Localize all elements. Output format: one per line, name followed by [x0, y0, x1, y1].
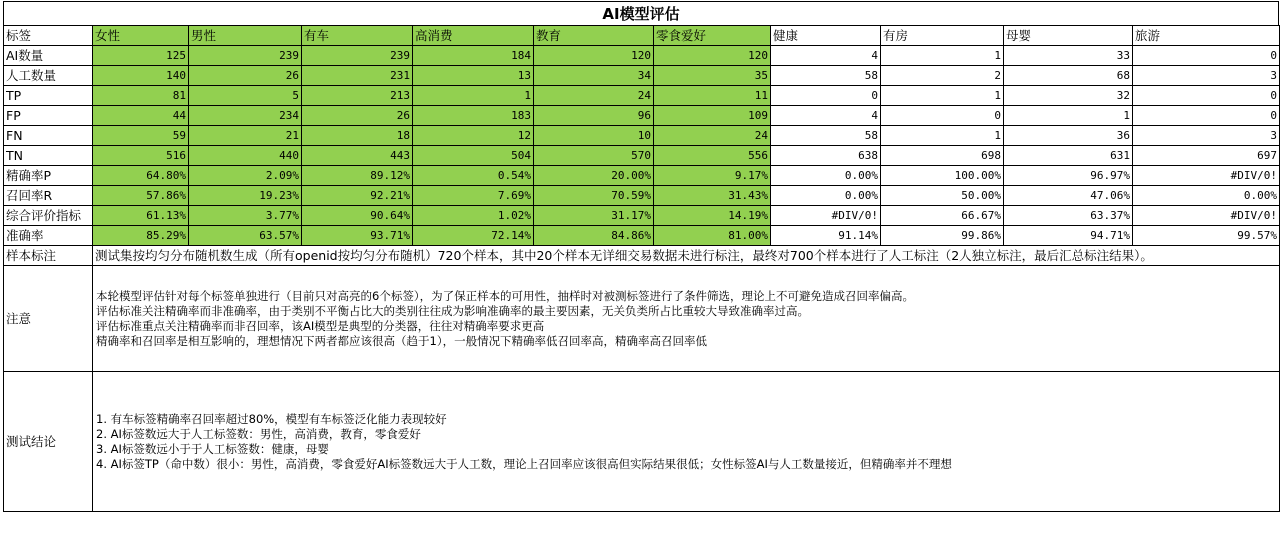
metric-value-cell[interactable]: 184 — [413, 46, 534, 66]
metric-value-cell[interactable]: 94.71% — [1004, 226, 1133, 246]
conclusion-row — [4, 372, 1280, 512]
metric-value-cell[interactable]: 213 — [302, 86, 413, 106]
metric-value-cell[interactable]: 109 — [654, 106, 771, 126]
metric-label-cell[interactable]: 准确率 — [4, 226, 93, 246]
metric-value-cell[interactable]: 84.86% — [534, 226, 654, 246]
conclusion-label-cell[interactable]: 测试结论 — [4, 372, 93, 512]
metric-label-cell[interactable]: TP — [4, 86, 93, 106]
metric-value-cell[interactable]: 3 — [1133, 66, 1280, 86]
metric-row — [4, 206, 1280, 226]
metric-value-cell[interactable]: 0 — [771, 86, 881, 106]
metric-label-cell[interactable]: FP — [4, 106, 93, 126]
metric-value-cell[interactable]: 5 — [189, 86, 302, 106]
metric-value-cell[interactable]: 0.00% — [771, 166, 881, 186]
tag-header-cell[interactable]: 母婴 — [1004, 26, 1133, 46]
header-row — [4, 26, 1280, 46]
tag-header-cell[interactable]: 旅游 — [1133, 26, 1280, 46]
metric-value-cell[interactable]: 33 — [1004, 46, 1133, 66]
metric-value-cell[interactable]: 19.23% — [189, 186, 302, 206]
metric-value-cell[interactable]: 59 — [93, 126, 189, 146]
metric-value-cell[interactable]: 89.12% — [302, 166, 413, 186]
metric-value-cell[interactable]: 4 — [771, 106, 881, 126]
metric-value-cell[interactable]: 7.69% — [413, 186, 534, 206]
metric-value-cell[interactable]: 0 — [1133, 106, 1280, 126]
metric-value-cell[interactable]: 234 — [189, 106, 302, 126]
metric-value-cell[interactable]: 9.17% — [654, 166, 771, 186]
metric-value-cell[interactable]: 231 — [302, 66, 413, 86]
metric-value-cell[interactable]: 34 — [534, 66, 654, 86]
metric-row — [4, 186, 1280, 206]
metric-value-cell[interactable]: 70.59% — [534, 186, 654, 206]
metric-value-cell[interactable]: 35 — [654, 66, 771, 86]
evaluation-sheet — [3, 1, 1279, 512]
metric-value-cell[interactable]: 68 — [1004, 66, 1133, 86]
metric-value-cell[interactable]: 24 — [654, 126, 771, 146]
metric-value-cell[interactable]: 47.06% — [1004, 186, 1133, 206]
metric-value-cell[interactable]: 2.09% — [189, 166, 302, 186]
metric-value-cell[interactable]: 570 — [534, 146, 654, 166]
metric-value-cell[interactable]: 11 — [654, 86, 771, 106]
metric-value-cell[interactable]: 44 — [93, 106, 189, 126]
metric-value-cell[interactable]: 81 — [93, 86, 189, 106]
metric-value-cell[interactable]: #DIV/0! — [1133, 206, 1280, 226]
metric-row — [4, 126, 1280, 146]
metric-value-cell[interactable]: 1 — [881, 46, 1004, 66]
metric-label-cell[interactable]: 精确率P — [4, 166, 93, 186]
metric-value-cell[interactable]: 698 — [881, 146, 1004, 166]
metric-row — [4, 106, 1280, 126]
metric-value-cell[interactable]: 63.57% — [189, 226, 302, 246]
evaluation-table — [3, 25, 1280, 512]
metric-value-cell[interactable]: 64.80% — [93, 166, 189, 186]
metric-value-cell[interactable]: 120 — [534, 46, 654, 66]
metric-label-cell[interactable]: AI数量 — [4, 46, 93, 66]
metric-value-cell[interactable]: 0 — [1133, 86, 1280, 106]
metric-value-cell[interactable]: 50.00% — [881, 186, 1004, 206]
tag-header-cell[interactable]: 零食爱好 — [654, 26, 771, 46]
tag-header-cell[interactable]: 女性 — [93, 26, 189, 46]
metric-value-cell[interactable]: 36 — [1004, 126, 1133, 146]
metric-value-cell[interactable]: 140 — [93, 66, 189, 86]
metric-value-cell[interactable]: 57.86% — [93, 186, 189, 206]
metric-value-cell[interactable]: 96.97% — [1004, 166, 1133, 186]
metric-value-cell[interactable]: 31.17% — [534, 206, 654, 226]
metric-row — [4, 226, 1280, 246]
metric-row — [4, 46, 1280, 66]
header-label-cell[interactable]: 标签 — [4, 26, 93, 46]
metric-value-cell[interactable]: 1 — [1004, 106, 1133, 126]
metric-value-cell[interactable]: 21 — [189, 126, 302, 146]
conclusion-line: 3. AI标签数远小于于人工标签数：健康，母婴 — [96, 442, 329, 456]
metric-row — [4, 146, 1280, 166]
metric-value-cell[interactable]: 0 — [881, 106, 1004, 126]
metric-value-cell[interactable]: 66.67% — [881, 206, 1004, 226]
metric-value-cell[interactable]: 0 — [1133, 46, 1280, 66]
metric-value-cell[interactable]: #DIV/0! — [771, 206, 881, 226]
metric-value-cell[interactable]: 0.54% — [413, 166, 534, 186]
metric-value-cell[interactable]: 31.43% — [654, 186, 771, 206]
metric-row — [4, 86, 1280, 106]
metric-value-cell[interactable]: 440 — [189, 146, 302, 166]
note-line: 评估标准关注精确率而非准确率，由于类别不平衡占比大的类别往往成为影响准确率的最主要因素，无关负类所占比重较大导致准确率过高。 — [96, 303, 809, 318]
metric-value-cell[interactable]: 72.14% — [413, 226, 534, 246]
metric-value-cell[interactable]: 96 — [534, 106, 654, 126]
metric-value-cell[interactable]: 99.57% — [1133, 226, 1280, 246]
metric-label-cell[interactable]: 人工数量 — [4, 66, 93, 86]
metric-value-cell[interactable]: 556 — [654, 146, 771, 166]
metric-value-cell[interactable]: 20.00% — [534, 166, 654, 186]
metric-value-cell[interactable]: 92.21% — [302, 186, 413, 206]
tag-header-cell[interactable]: 有车 — [302, 26, 413, 46]
metric-value-cell[interactable]: 26 — [189, 66, 302, 86]
metric-value-cell[interactable]: 26 — [302, 106, 413, 126]
metric-value-cell[interactable]: 1.02% — [413, 206, 534, 226]
metric-label-cell[interactable]: TN — [4, 146, 93, 166]
metric-value-cell[interactable]: 1 — [881, 86, 1004, 106]
tag-header-cell[interactable]: 高消费 — [413, 26, 534, 46]
sample-text-cell[interactable]: 测试集按均匀分布随机数生成（所有openid按均匀分布随机）720个样本，其中20个样本无详细交易数据未进行标注，最终对700个样本进行了人工标注（2人独立标注，最后汇总标注结果）。 — [93, 246, 1280, 266]
metric-value-cell[interactable]: 24 — [534, 86, 654, 106]
metric-value-cell[interactable]: 58 — [771, 126, 881, 146]
metric-value-cell[interactable]: 0.00% — [771, 186, 881, 206]
sample-label-cell[interactable]: 样本标注 — [4, 246, 93, 266]
metric-value-cell[interactable]: 120 — [654, 46, 771, 66]
metric-value-cell[interactable]: 32 — [1004, 86, 1133, 106]
metric-value-cell[interactable]: 1 — [413, 86, 534, 106]
note-line: 本轮模型评估针对每个标签单独进行（目前只对高亮的6个标签），为了保正样本的可用性，抽样时对被测标签进行了条件筛选，理论上不可避免造成召回率偏高。 — [96, 288, 915, 303]
metric-value-cell[interactable]: 61.13% — [93, 206, 189, 226]
metric-label-cell[interactable]: FN — [4, 126, 93, 146]
metric-label-cell[interactable]: 综合评价指标 — [4, 206, 93, 226]
metric-value-cell[interactable]: 239 — [302, 46, 413, 66]
metric-label-cell[interactable]: 召回率R — [4, 186, 93, 206]
metric-value-cell[interactable]: 12 — [413, 126, 534, 146]
tag-header-cell[interactable]: 有房 — [881, 26, 1004, 46]
metric-row — [4, 166, 1280, 186]
metric-value-cell[interactable]: 13 — [413, 66, 534, 86]
notes-text-cell[interactable] — [93, 266, 1280, 372]
metric-value-cell[interactable]: 14.19% — [654, 206, 771, 226]
metric-value-cell[interactable]: 10 — [534, 126, 654, 146]
metric-value-cell[interactable]: 504 — [413, 146, 534, 166]
metric-value-cell[interactable]: 183 — [413, 106, 534, 126]
metric-value-cell[interactable]: 638 — [771, 146, 881, 166]
metric-value-cell[interactable]: 4 — [771, 46, 881, 66]
conclusion-line: 1. 有车标签精确率召回率超过80%，模型有车标签泛化能力表现较好 — [96, 412, 447, 426]
conclusion-text-cell[interactable] — [93, 372, 1280, 512]
metric-value-cell[interactable]: 516 — [93, 146, 189, 166]
conclusion-line: 2. AI标签数远大于人工标签数：男性，高消费，教育，零食爱好 — [96, 427, 421, 441]
note-line: 精确率和召回率是相互影响的，理想情况下两者都应该很高（趋于1），一般情况下精确率低召回率高，精确率高召回率低 — [96, 333, 708, 348]
metric-value-cell[interactable]: 85.29% — [93, 226, 189, 246]
metric-value-cell[interactable]: 90.64% — [302, 206, 413, 226]
metric-value-cell[interactable]: 63.37% — [1004, 206, 1133, 226]
metric-value-cell[interactable]: 697 — [1133, 146, 1280, 166]
notes-label-cell[interactable]: 注意 — [4, 266, 93, 372]
metric-value-cell[interactable]: 3.77% — [189, 206, 302, 226]
metric-value-cell[interactable]: 18 — [302, 126, 413, 146]
note-line: 评估标准重点关注精确率而非召回率，该AI模型是典型的分类器，往往对精确率要求更高 — [96, 318, 545, 333]
sample-row — [4, 246, 1280, 266]
metric-value-cell[interactable]: 99.86% — [881, 226, 1004, 246]
notes-row — [4, 266, 1280, 372]
tag-header-cell[interactable]: 健康 — [771, 26, 881, 46]
metric-value-cell[interactable]: 443 — [302, 146, 413, 166]
metric-value-cell[interactable]: 2 — [881, 66, 1004, 86]
metric-value-cell[interactable]: 93.71% — [302, 226, 413, 246]
metric-value-cell[interactable]: 3 — [1133, 126, 1280, 146]
metric-value-cell[interactable]: #DIV/0! — [1133, 166, 1280, 186]
metric-value-cell[interactable]: 81.00% — [654, 226, 771, 246]
metric-value-cell[interactable]: 1 — [881, 126, 1004, 146]
metric-value-cell[interactable]: 125 — [93, 46, 189, 66]
metric-value-cell[interactable]: 239 — [189, 46, 302, 66]
sheet-title: AI模型评估 — [3, 1, 1279, 25]
tag-header-cell[interactable]: 男性 — [189, 26, 302, 46]
metric-value-cell[interactable]: 631 — [1004, 146, 1133, 166]
metric-value-cell[interactable]: 58 — [771, 66, 881, 86]
metric-value-cell[interactable]: 91.14% — [771, 226, 881, 246]
metric-value-cell[interactable]: 0.00% — [1133, 186, 1280, 206]
metric-value-cell[interactable]: 100.00% — [881, 166, 1004, 186]
tag-header-cell[interactable]: 教育 — [534, 26, 654, 46]
metric-row — [4, 66, 1280, 86]
conclusion-line: 4. AI标签TP（命中数）很小：男性，高消费，零食爱好AI标签数远大于人工数，理论上召回率应该很高但实际结果很低；女性标签AI与人工数量接近，但精确率并不理想 — [96, 457, 952, 471]
